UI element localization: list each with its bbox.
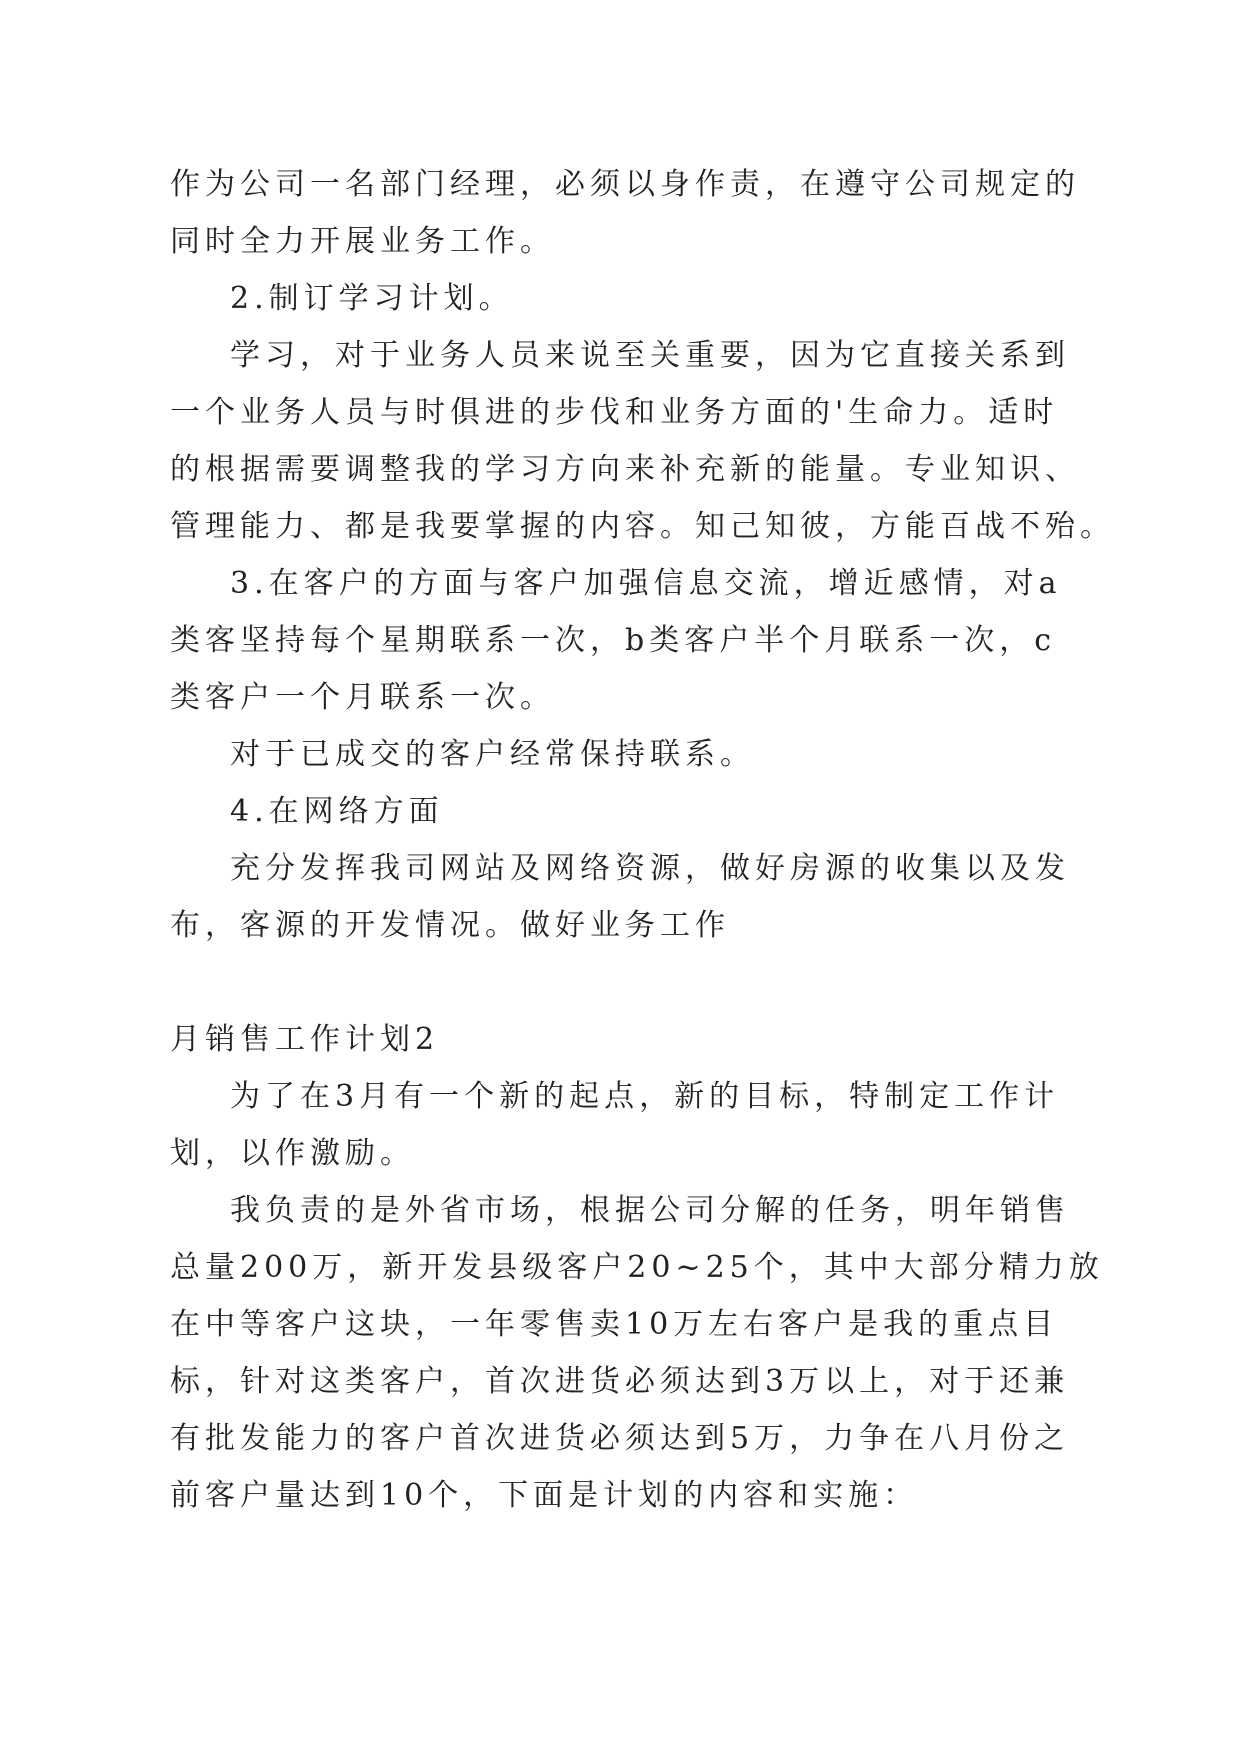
paragraph-line: 3.在客户的方面与客户加强信息交流，增近感情，对a [230,566,1062,601]
paragraph-line: 对于已成交的客户经常保持联系。 [230,737,755,772]
paragraph-line: 前客户量达到10个，下面是计划的内容和实施： [170,1478,919,1513]
paragraph-line: 学习，对于业务人员来说至关重要，因为它直接关系到 [230,338,1070,373]
paragraph-line: 充分发挥我司网站及网络资源，做好房源的收集以及发 [230,851,1070,886]
paragraph-line: 类客户一个月联系一次。 [170,680,555,715]
paragraph-line: 一个业务人员与时俱进的步伐和业务方面的'生命力。适时 [170,395,1059,430]
section-heading: 月销售工作计划2 [170,1022,440,1057]
paragraph-line: 在中等客户这块，一年零售卖10万左右客户是我的重点目 [170,1307,1059,1342]
paragraph-line: 的根据需要调整我的学习方向来补充新的能量。专业知识、 [170,452,1080,487]
paragraph-line: 布，客源的开发情况。做好业务工作 [170,908,730,943]
paragraph-line: 为了在3月有一个新的起点，新的目标，特制定工作计 [230,1079,1060,1114]
paragraph-line: 4.在网络方面 [230,794,444,829]
paragraph-line: 管理能力、都是我要掌握的内容。知己知彼，方能百战不殆。 [170,509,1115,544]
paragraph-line: 有批发能力的客户首次进货必须达到5万，力争在八月份之 [170,1421,1070,1456]
paragraph-line: 2.制订学习计划。 [230,281,514,316]
paragraph-line: 同时全力开展业务工作。 [170,224,555,259]
paragraph-line: 标，针对这类客户，首次进货必须达到3万以上，对于还兼 [170,1364,1070,1399]
paragraph-line: 划，以作激励。 [170,1136,415,1171]
paragraph-line: 作为公司一名部门经理，必须以身作责，在遵守公司规定的 [170,167,1080,202]
paragraph-line: 总量200万，新开发县级客户20~25个，其中大部分精力放 [170,1250,1104,1285]
paragraph-line: 类客坚持每个星期联系一次，b类客户半个月联系一次，c [170,623,1057,658]
paragraph-line: 我负责的是外省市场，根据公司分解的任务，明年销售 [230,1193,1070,1228]
